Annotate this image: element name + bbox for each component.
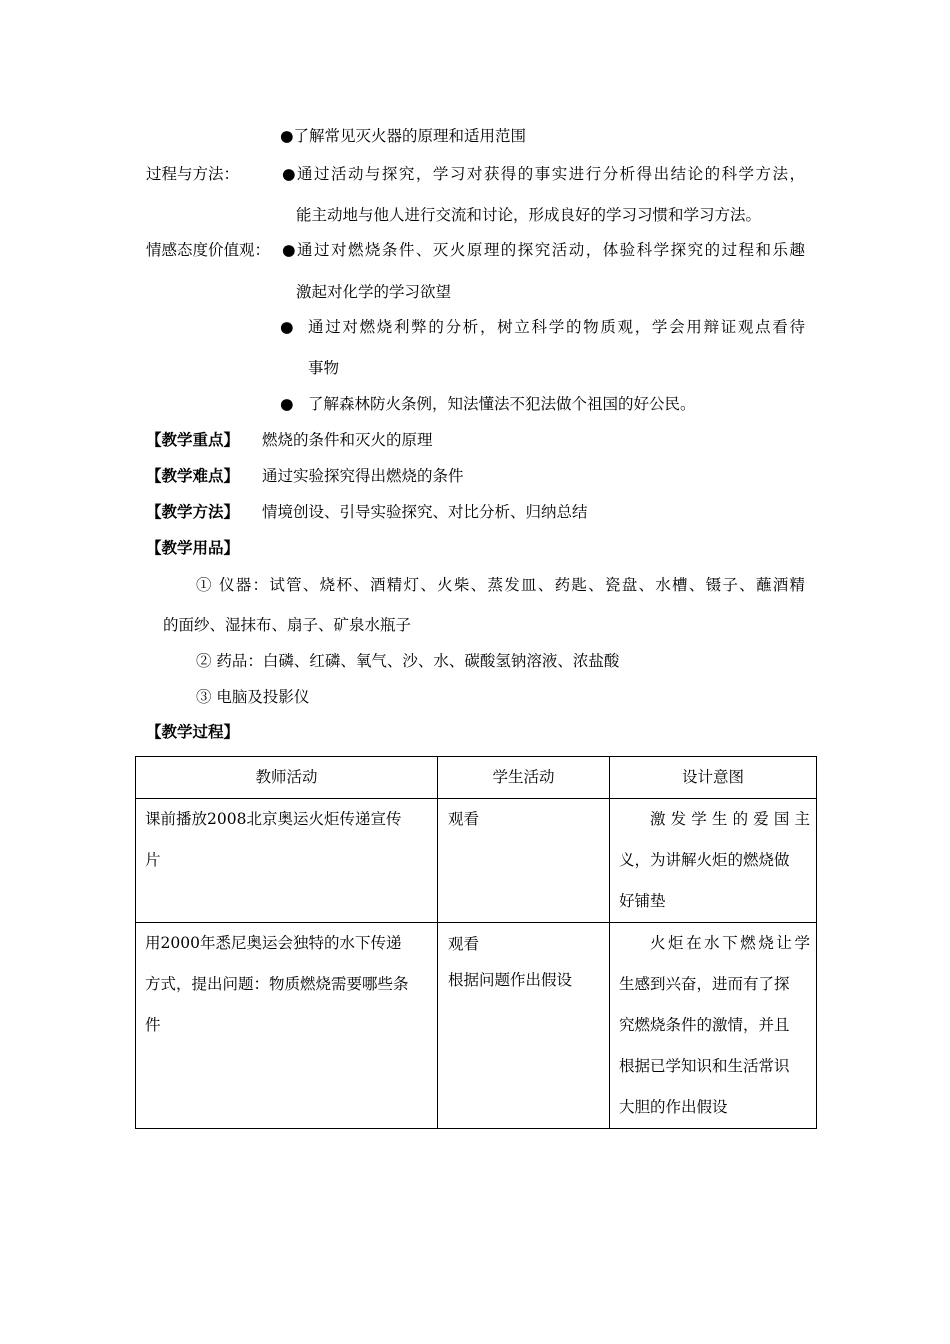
emotion-line: 了解森林防火条例，知法懂法不犯法做个祖国的好公民。: [308, 395, 696, 413]
header-teacher: 教师活动: [136, 757, 438, 799]
teacher-cell: [136, 799, 438, 923]
cell-line: 用2000年悉尼奥运会独特的水下传递: [145, 934, 402, 952]
emotion-label: 情感态度价值观：: [146, 241, 271, 259]
header-intent: 设计意图: [610, 757, 817, 799]
bullet-icon: ●: [280, 318, 294, 336]
cell-line: 究燃烧条件的激情，并且: [619, 1016, 790, 1034]
intent-cell: [610, 799, 817, 923]
objective-line: ●了解常见灭火器的原理和适用范围: [280, 127, 527, 145]
cell-line: 片: [145, 851, 161, 869]
difficulty-text: 通过实验探究得出燃烧的条件: [262, 467, 464, 485]
emotion-line: ●通过对燃烧条件、灭火原理的探究活动，体验科学探究的过程和乐趣: [282, 241, 805, 259]
cell-line: 激发学生的爱国主: [650, 810, 810, 828]
difficulty-label: 【教学难点】: [146, 466, 240, 485]
student-cell: [438, 799, 610, 923]
intent-cell: [610, 923, 817, 1129]
cell-line: 方式，提出问题：物质燃烧需要哪些条: [145, 975, 409, 993]
table-header-row: [136, 757, 817, 799]
supplies-line: ① 仪器：试管、烧杯、酒精灯、火柴、蒸发皿、药匙、瓷盘、水槽、镊子、蘸酒精: [196, 576, 805, 594]
student-cell: [438, 923, 610, 1129]
supplies-label: 【教学用品】: [146, 538, 240, 557]
process-table: [135, 756, 817, 1129]
cell-line: 根据问题作出假设: [448, 971, 573, 989]
process-method-label: 过程与方法：: [146, 165, 240, 183]
supplies-line: ③ 电脑及投影仪: [196, 688, 310, 706]
process-label: 【教学过程】: [146, 722, 240, 741]
bullet-icon: ●: [280, 395, 294, 413]
method-text: 情境创设、引导实验探究、对比分析、归纳总结: [262, 503, 588, 521]
cell-line: 大胆的作出假设: [619, 1098, 728, 1116]
cell-line: 生感到兴奋，进而有了探: [619, 975, 790, 993]
table-row: [136, 923, 817, 1129]
process-method-line: ●通过活动与探究，学习对获得的事实进行分析得出结论的科学方法，: [282, 165, 805, 183]
supplies-line: ② 药品：白磷、红磷、氧气、沙、水、碳酸氢钠溶液、浓盐酸: [196, 652, 620, 670]
key-point-text: 燃烧的条件和灭火的原理: [262, 431, 433, 449]
emotion-line: 事物: [308, 359, 340, 377]
method-label: 【教学方法】: [146, 502, 240, 521]
header-student: 学生活动: [438, 757, 610, 799]
emotion-line: 通过对燃烧利弊的分析，树立科学的物质观，学会用辩证观点看待: [308, 318, 805, 336]
emotion-line: 激起对化学的学习欲望: [296, 283, 452, 301]
cell-line: 件: [145, 1016, 161, 1034]
supplies-line: 的面纱、湿抹布、扇子、矿泉水瓶子: [163, 616, 412, 634]
key-point-label: 【教学重点】: [146, 430, 240, 449]
cell-line: 观看: [448, 935, 480, 953]
cell-line: 义，为讲解火炬的燃烧做: [619, 851, 790, 869]
cell-line: 观看: [448, 810, 480, 828]
process-method-line: 能主动地与他人进行交流和讨论，形成良好的学习习惯和学习方法。: [296, 206, 762, 224]
teacher-cell: [136, 923, 438, 1129]
cell-line: 火炬在水下燃烧让学: [650, 934, 810, 952]
table-row: [136, 799, 817, 923]
cell-line: 根据已学知识和生活常识: [619, 1057, 790, 1075]
cell-line: 好铺垫: [619, 892, 666, 910]
cell-line: 课前播放2008北京奥运火炬传递宣传: [145, 810, 402, 828]
